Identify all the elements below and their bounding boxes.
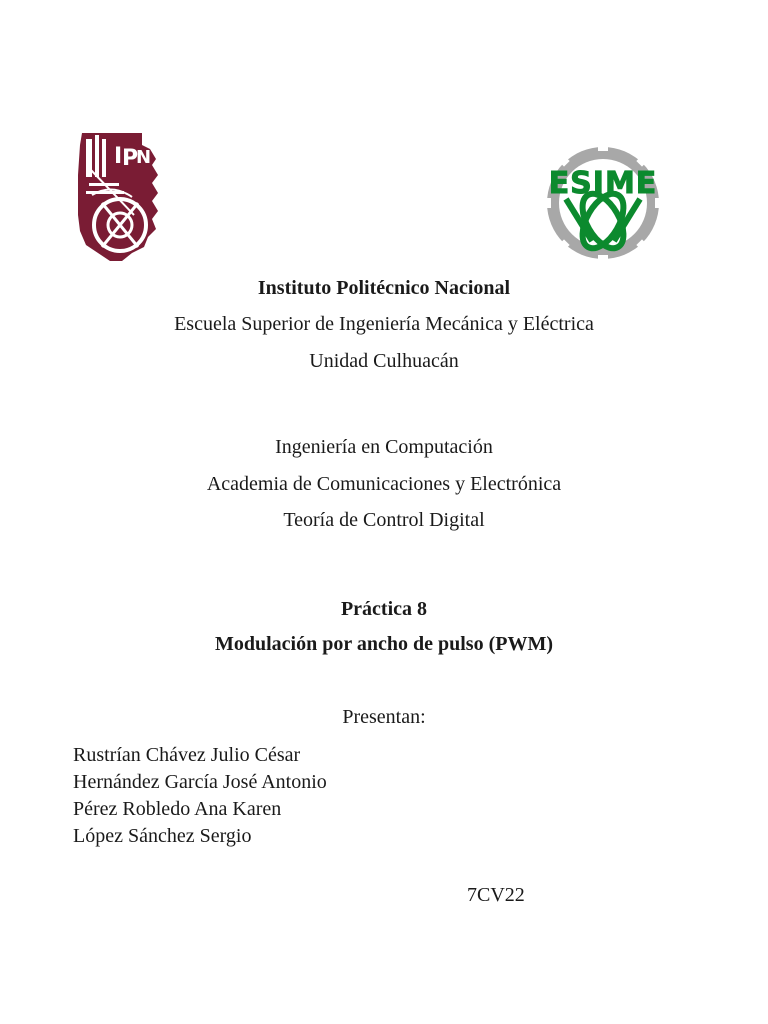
course-name: Teoría de Control Digital (283, 509, 485, 531)
practice-title: Modulación por ancho de pulso (PWM) (215, 633, 553, 655)
author-name: Pérez Robledo Ana Karen (73, 798, 282, 820)
svg-text:N: N (136, 147, 152, 168)
ipn-logo-icon (72, 125, 160, 263)
author-name: Rustrían Chávez Julio César (73, 744, 301, 766)
practice-number: Práctica 8 (340, 598, 428, 620)
author-name: López Sánchez Sergio (73, 825, 252, 847)
school-name: Escuela Superior de Ingeniería Mecánica y Eléctrica (174, 313, 594, 335)
academy-name: Academia de Comunicaciones y Electrónica (206, 473, 562, 495)
svg-text:ESIME: ESIME (548, 166, 658, 201)
unit-name: Unidad Culhuacán (309, 350, 459, 372)
author-name: Hernández García José Antonio (73, 771, 327, 793)
svg-text:P: P (122, 146, 139, 171)
group-code: 7CV22 (467, 884, 525, 906)
institution-name: Instituto Politécnico Nacional (257, 277, 511, 299)
svg-text:I: I (114, 144, 123, 169)
authors-label: Presentan: (342, 706, 426, 728)
career-name: Ingeniería en Computación (275, 436, 493, 458)
esime-logo-icon (532, 143, 674, 263)
